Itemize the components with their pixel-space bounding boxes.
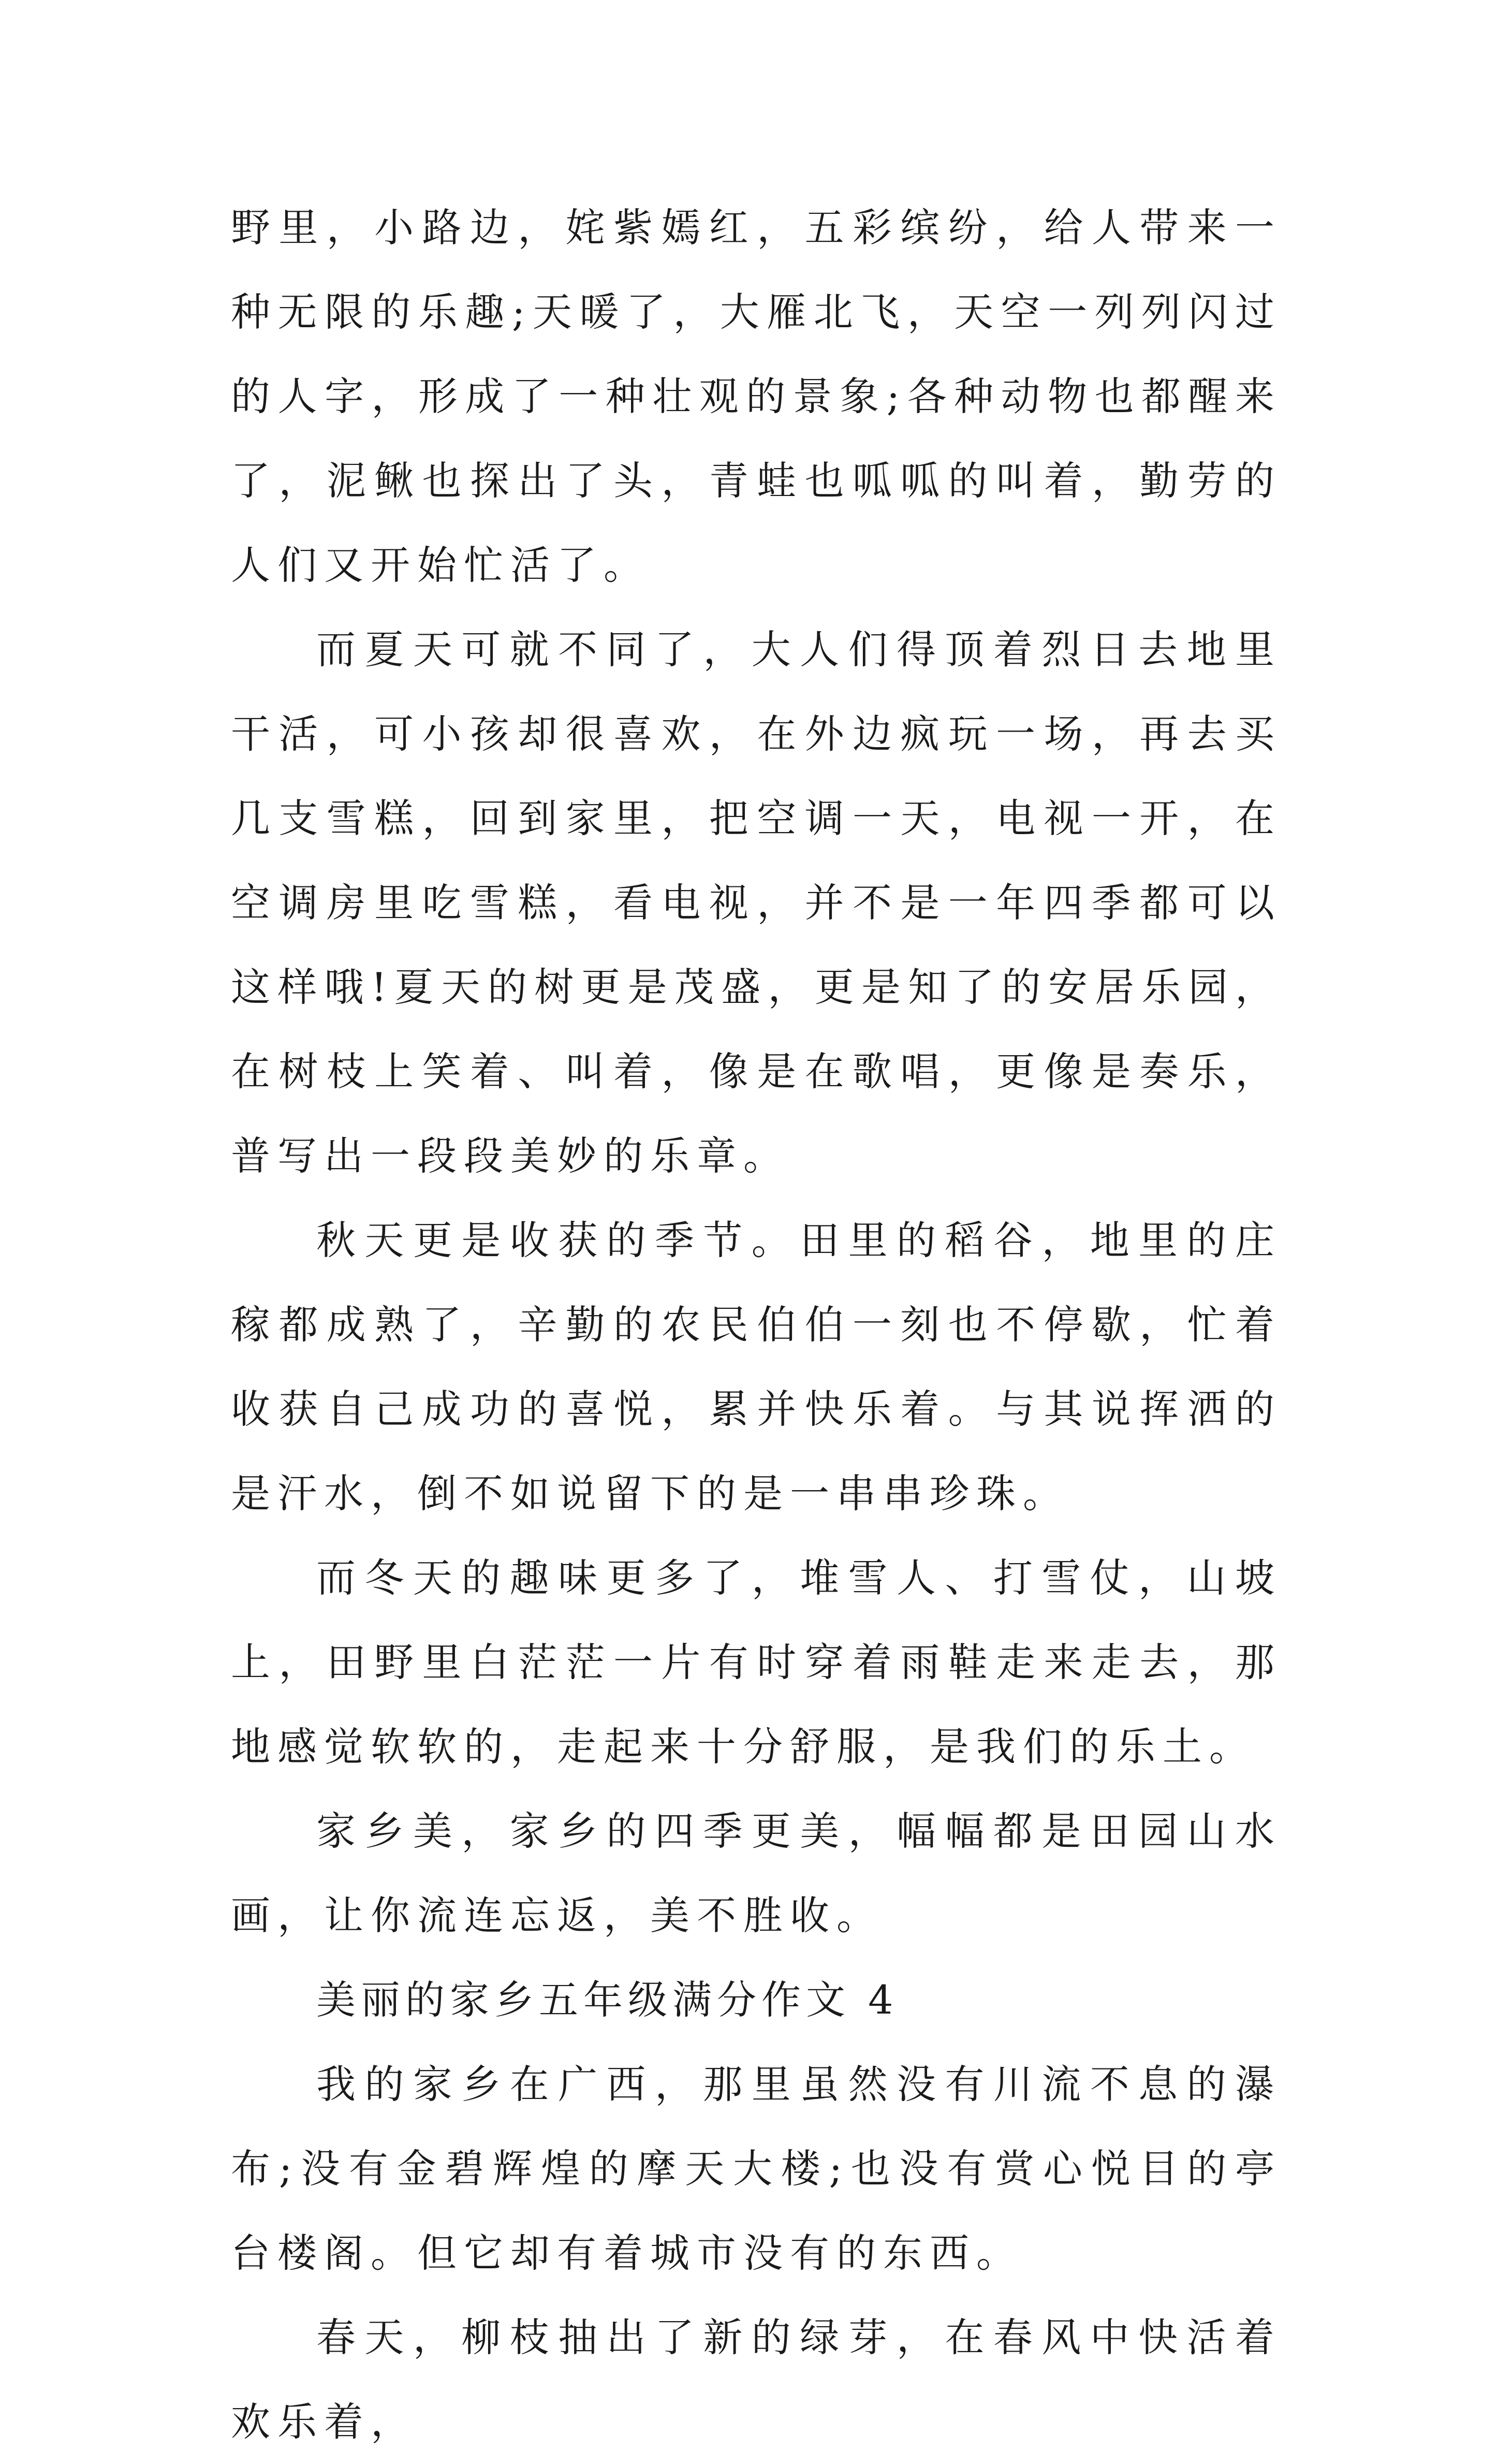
essay-body [231,185,1282,2464]
paragraph-winter: 而冬天的趣味更多了，堆雪人、打雪仗，山坡上，田野里白茫茫一片有时穿着雨鞋走来走去，那地感觉软软的，走起来十分舒服，是我们的乐土。 [231,1555,1282,1770]
paragraph-conclusion: 家乡美，家乡的四季更美，幅幅都是田园山水画，让你流连忘返，美不胜收。 [231,1808,1282,1938]
section-title: 美丽的家乡五年级满分作文 4 [316,1977,899,2023]
paragraph-autumn: 秋天更是收获的季节。田里的稻谷，地里的庄稼都成熟了，辛勤的农民伯伯一刻也不停歇，忙着收获自己成功的喜悦，累并快乐着。与其说挥洒的是汗水，倒不如说留下的是一串串珍珠。 [231,1217,1282,1517]
paragraph-summer: 而夏天可就不同了，大人们得顶着烈日去地里干活，可小孩却很喜欢，在外边疯玩一场，再去买几支雪糕，回到家里，把空调一天，电视一开，在空调房里吃雪糕，看电视，并不是一年四季都可以这样哦!夏天的树更是茂盛，更是知了的安居乐园，在树枝上笑着、叫着，像是在歌唱，更像是奏乐，普写出一段段美妙的乐章。 [231,626,1282,1179]
paragraph-hometown-intro: 我的家乡在广西，那里虽然没有川流不息的瀑布;没有金碧辉煌的摩天大楼;也没有赏心悦目的亭台楼阁。但它却有着城市没有的东西。 [231,2061,1282,2276]
paragraph-spring-start: 春天，柳枝抽出了新的绿芽，在春风中快活着欢乐着， [231,2314,1282,2445]
paragraph-spring-continued: 野里，小路边，姹紫嫣红，五彩缤纷，给人带来一种无限的乐趣;天暖了，大雁北飞，天空一列列闪过的人字，形成了一种壮观的景象;各种动物也都醒来了，泥鳅也探出了头，青蛙也呱呱的叫着，勤劳的人们又开始忙活了。 [231,205,1282,588]
